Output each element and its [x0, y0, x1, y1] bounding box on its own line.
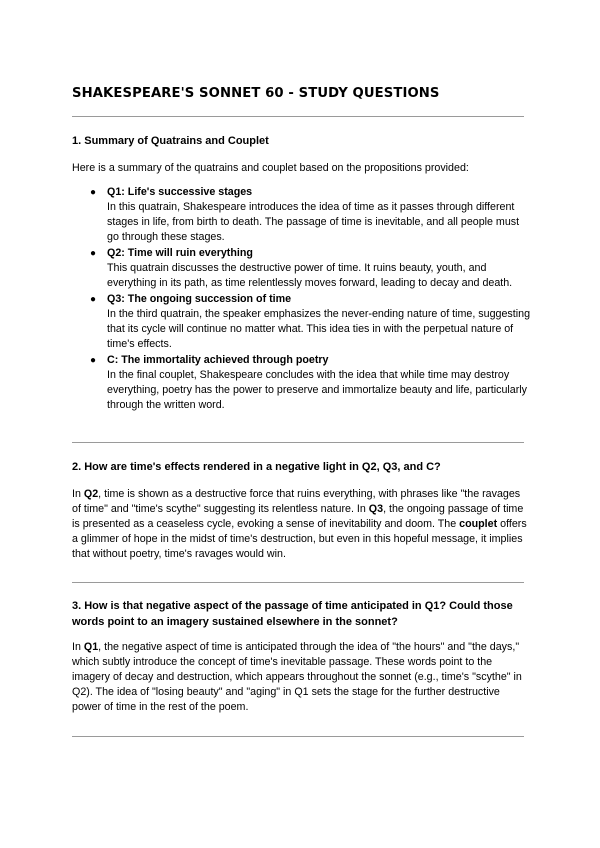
item-title: : The ongoing succession of time [121, 293, 292, 305]
item-text: In the final couplet, Shakespeare concludes with the idea that while time may destroy everything, poetry has the power to preserve and immortalize beauty and life, particularly through the written word. [107, 369, 527, 411]
divider [72, 116, 524, 117]
text-run: offers a glimmer of hope in the midst of time's destruction, but even in this hopeful message, it implies that without poetry, time's ravages would win. [72, 518, 527, 560]
text-run: In [72, 488, 84, 500]
bullet-icon: ● [90, 248, 97, 259]
item-text: This quatrain discusses the destructive power of time. It ruins beauty, youth, and everything in its path, as time relentlessly moves forward, leading to decay and death. [107, 262, 513, 289]
item-code: Q3 [107, 293, 122, 305]
divider [72, 442, 524, 443]
divider [72, 736, 524, 737]
list-item [72, 185, 532, 245]
section-1-intro: Here is a summary of the quatrains and couplet based on the propositions provided: [72, 162, 469, 174]
item-title: : The immortality achieved through poetry [114, 354, 329, 366]
text-run: , the negative aspect of time is anticipated through the idea of "the hours" and "the days," which subtly introduce the concept of time's inevitable passage. These words point to the imagery of decay and destruction, which appears throughout the sonnet (e.g., time's "scythe" in Q2). The idea of "losing beauty" and "aging" in Q1 sets the stage for the further destructive power of time in the rest of the poem. [72, 641, 522, 713]
term-q1: Q1 [83, 641, 99, 653]
list-item [72, 353, 532, 413]
bullet-icon: ● [90, 187, 97, 198]
item-heading [107, 185, 532, 200]
item-heading [107, 246, 532, 261]
item-text: In the third quatrain, the speaker emphasizes the never-ending nature of time, suggesting that its cycle will continue no matter what. This idea ties in with the perpetual nature of time's effects. [107, 308, 531, 350]
section-2-body [72, 487, 528, 562]
item-code: C [107, 354, 115, 366]
item-text: In this quatrain, Shakespeare introduces the idea of time as it passes through different stages in life, from birth to death. The passage of time is inevitable, and all people must go through these stages. [107, 201, 520, 243]
section-2-heading: 2. How are time's effects rendered in a negative light in Q2, Q3, and C? [72, 461, 441, 473]
item-heading [107, 292, 532, 307]
text-run: , the ongoing passage of time is presented as a ceaseless cycle, evoking a sense of inevitability and doom. The [72, 503, 524, 530]
document-title: SHAKESPEARE'S SONNET 60 - STUDY QUESTIONS [72, 86, 440, 101]
term-q3: Q3 [368, 503, 384, 515]
divider [72, 582, 524, 583]
bullet-icon: ● [90, 355, 97, 366]
list-item [72, 246, 532, 291]
section-1-heading: 1. Summary of Quatrains and Couplet [72, 135, 269, 147]
text-run: , time is shown as a destructive force that ruins everything, with phrases like "the ravages of time" and "time's scythe" suggesting its relentless nature. In [72, 488, 521, 515]
item-code: Q1 [107, 186, 122, 198]
text-run: In [72, 641, 84, 653]
bullet-icon: ● [90, 294, 97, 305]
list-item [72, 292, 532, 352]
term-couplet: couplet [459, 518, 498, 530]
section-3-body [72, 640, 528, 715]
section-3-heading: 3. How is that negative aspect of the passage of time anticipated in Q1? Could those words point to an imagery sustained elsewhere in the sonnet? [72, 600, 513, 628]
summary-list [72, 185, 532, 414]
item-code: Q2 [107, 247, 122, 259]
item-heading [107, 353, 532, 368]
item-title: : Time will ruin everything [121, 247, 253, 259]
item-title: : Life's successive stages [121, 186, 253, 198]
term-q2: Q2 [83, 488, 99, 500]
